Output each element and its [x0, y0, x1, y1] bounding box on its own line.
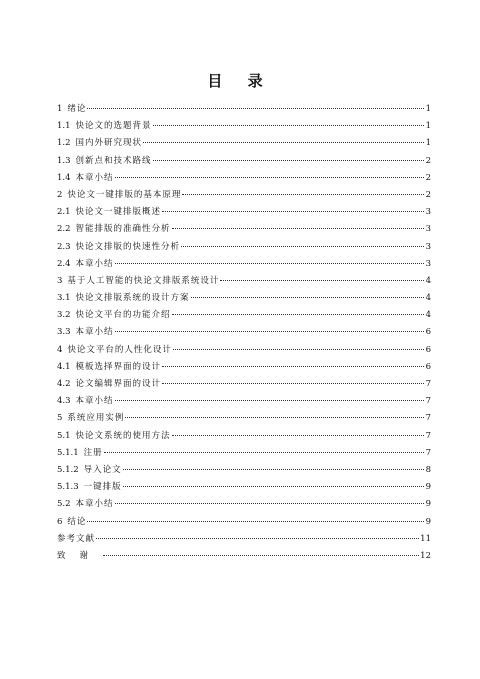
dot-leader: [123, 486, 424, 487]
toc-entry-title: 快论文排版系统的设计方案: [75, 293, 190, 304]
toc-entry[interactable]: [57, 170, 431, 187]
toc-entry-title: 创新点和技术路线: [75, 155, 152, 166]
toc-entry-page: 7: [425, 430, 431, 441]
toc-entry-page: 8: [425, 464, 431, 475]
toc-entry[interactable]: [57, 548, 431, 565]
dot-leader: [87, 108, 424, 109]
toc-entry-number: 5.1.3: [57, 482, 79, 493]
toc-entry-title: 快论文平台的人性化设计: [67, 344, 172, 355]
toc-entry-title: 本章小结: [75, 258, 114, 269]
dot-leader: [182, 194, 424, 195]
dot-leader: [125, 417, 424, 418]
toc-entry-page: 9: [425, 499, 431, 510]
toc-entry-page: 12: [420, 550, 431, 561]
toc-entry-page: 6: [425, 361, 431, 372]
dot-leader: [143, 142, 424, 143]
toc-entry-number: 5.1: [57, 430, 71, 441]
toc-entry-page: 3: [425, 207, 431, 218]
toc-entry-title: 一键排版: [83, 482, 122, 493]
dot-leader: [123, 469, 424, 470]
toc-entry-page: 3: [425, 241, 431, 252]
toc-entry[interactable]: [57, 479, 431, 496]
toc-entry-page: 2: [425, 155, 431, 166]
dot-leader: [103, 555, 419, 556]
toc-entry-title: 绪论: [67, 104, 87, 114]
toc-entry[interactable]: [57, 307, 431, 324]
toc-entry-title: 智能排版的准确性分析: [75, 224, 171, 235]
toc-entry-page: 6: [425, 344, 431, 355]
toc-entry-page: 3: [425, 224, 431, 235]
toc-entry[interactable]: [57, 118, 431, 135]
toc-entry[interactable]: [57, 359, 431, 376]
toc-entry-title: 本章小结: [75, 327, 114, 338]
toc-entry-number: 2.4: [57, 258, 71, 269]
toc-entry-title: 本章小结: [75, 396, 114, 407]
toc-entry-number: 1.4: [57, 172, 71, 183]
dot-leader: [115, 331, 424, 332]
toc-entry-number: 5.1.2: [57, 464, 79, 475]
toc-entry-page: 1: [425, 121, 431, 132]
toc-entry[interactable]: [57, 410, 431, 427]
toc-entry-page: 7: [425, 396, 431, 407]
toc-entry[interactable]: [57, 239, 431, 256]
dot-leader: [115, 503, 424, 504]
toc-entry-title: 注册: [83, 447, 103, 458]
toc-entry-page: 9: [425, 516, 431, 527]
dot-leader: [162, 366, 424, 367]
dot-leader: [172, 435, 424, 436]
toc-entry-page: 2: [425, 172, 431, 183]
toc-entry-page: 9: [425, 482, 431, 493]
toc-entry-title: 快论文一键排版概述: [75, 207, 162, 218]
toc-entry-number: 5: [57, 413, 63, 424]
toc-entry[interactable]: [57, 514, 431, 531]
toc-entry[interactable]: [57, 324, 431, 341]
toc-entry-number: 4.3: [57, 396, 71, 407]
toc-entry-number: 5.1.1: [57, 447, 79, 458]
toc-entry-title: 国内外研究现状: [75, 138, 143, 149]
toc-entry-number: 4.1: [57, 361, 71, 372]
toc-entry[interactable]: [57, 428, 431, 445]
dot-leader: [153, 125, 424, 126]
toc-entry-number: 1.1: [57, 121, 71, 132]
dot-leader: [115, 263, 424, 264]
toc-entry[interactable]: [57, 496, 431, 513]
dot-leader: [173, 349, 424, 350]
toc-entry-number: 2.2: [57, 224, 71, 235]
toc-entry[interactable]: [57, 376, 431, 393]
toc-entry[interactable]: [57, 187, 431, 204]
toc-entry-number: 3.2: [57, 310, 71, 321]
dot-leader: [172, 228, 424, 229]
toc-entry[interactable]: [57, 221, 431, 238]
toc-entry-title: 系统应用实例: [67, 413, 125, 424]
toc-entry-title: 快论文平台的功能介绍: [75, 310, 171, 321]
toc-entry[interactable]: [57, 135, 431, 152]
dot-leader: [191, 297, 424, 298]
toc-entry-title: 基于人工智能的快论文排版系统设计: [67, 275, 220, 286]
dot-leader: [162, 383, 424, 384]
dot-leader: [104, 452, 424, 453]
toc-entry-title: 论文编辑界面的设计: [75, 379, 162, 389]
toc-entry[interactable]: [57, 393, 431, 410]
toc-entry-number: 1: [57, 104, 63, 114]
toc-entry-page: 11: [420, 533, 431, 544]
toc-entry[interactable]: [57, 462, 431, 479]
toc-entry-page: 4: [425, 275, 431, 286]
toc-entry-page: 1: [425, 104, 431, 114]
dot-leader: [162, 211, 424, 212]
toc-entry-number: 3.1: [57, 293, 71, 304]
toc-entry-page: 7: [425, 379, 431, 389]
toc-entry[interactable]: [57, 445, 431, 462]
toc-entry-number: 2: [57, 189, 63, 200]
toc-entry-page: 7: [425, 447, 431, 458]
toc-entry-number: 1.2: [57, 138, 71, 149]
toc-entry-number: 3: [57, 275, 63, 286]
toc-entry-title: 快论文的选题背景: [75, 121, 152, 132]
page-title: 目 录: [207, 72, 273, 90]
toc-entry-number: 2.1: [57, 207, 71, 218]
dot-leader: [220, 280, 424, 281]
toc-entry-number: 4.2: [57, 379, 71, 389]
dot-leader: [172, 314, 424, 315]
toc-entry-page: 6: [425, 327, 431, 338]
dot-leader: [115, 177, 424, 178]
toc-entry[interactable]: [57, 273, 431, 290]
dot-leader: [181, 246, 424, 247]
toc-entry-number: 6: [57, 516, 63, 527]
toc-entry[interactable]: [57, 342, 431, 359]
toc-entry-title: 导入论文: [83, 464, 122, 475]
toc-entry-title: 快论文系统的使用方法: [75, 430, 171, 441]
toc-entry[interactable]: [57, 153, 431, 170]
dot-leader: [115, 400, 424, 401]
toc-entry-number: 4: [57, 344, 63, 355]
toc-entry[interactable]: [57, 204, 431, 221]
dot-leader: [87, 521, 424, 522]
toc-entry[interactable]: [57, 101, 431, 118]
toc-entry-title: 快论文排版的快速性分析: [75, 241, 181, 252]
toc-entry-title: 致谢: [57, 550, 103, 561]
toc-entry-page: 4: [425, 310, 431, 321]
toc-entry-number: 1.3: [57, 155, 71, 166]
toc-entry-page: 3: [425, 258, 431, 269]
toc-entry[interactable]: [57, 290, 431, 307]
toc-entry[interactable]: [57, 256, 431, 273]
table-of-contents: [57, 101, 431, 565]
toc-entry-number: 2.3: [57, 241, 71, 252]
toc-entry-page: 7: [425, 413, 431, 424]
dot-leader: [96, 538, 419, 539]
toc-entry-page: 4: [425, 293, 431, 304]
toc-entry-number: 3.3: [57, 327, 71, 338]
toc-entry[interactable]: [57, 531, 431, 548]
toc-entry-title: 本章小结: [75, 172, 114, 183]
toc-entry-title: 本章小结: [75, 499, 114, 510]
dot-leader: [153, 160, 424, 161]
toc-entry-title: 参考文献: [57, 533, 96, 544]
toc-entry-number: 5.2: [57, 499, 71, 510]
toc-entry-title: 模板选择界面的设计: [75, 361, 162, 372]
toc-entry-page: 1: [425, 138, 431, 149]
toc-entry-page: 2: [425, 189, 431, 200]
toc-entry-title: 快论文一键排版的基本原理: [67, 189, 182, 200]
toc-entry-title: 结论: [67, 516, 87, 527]
